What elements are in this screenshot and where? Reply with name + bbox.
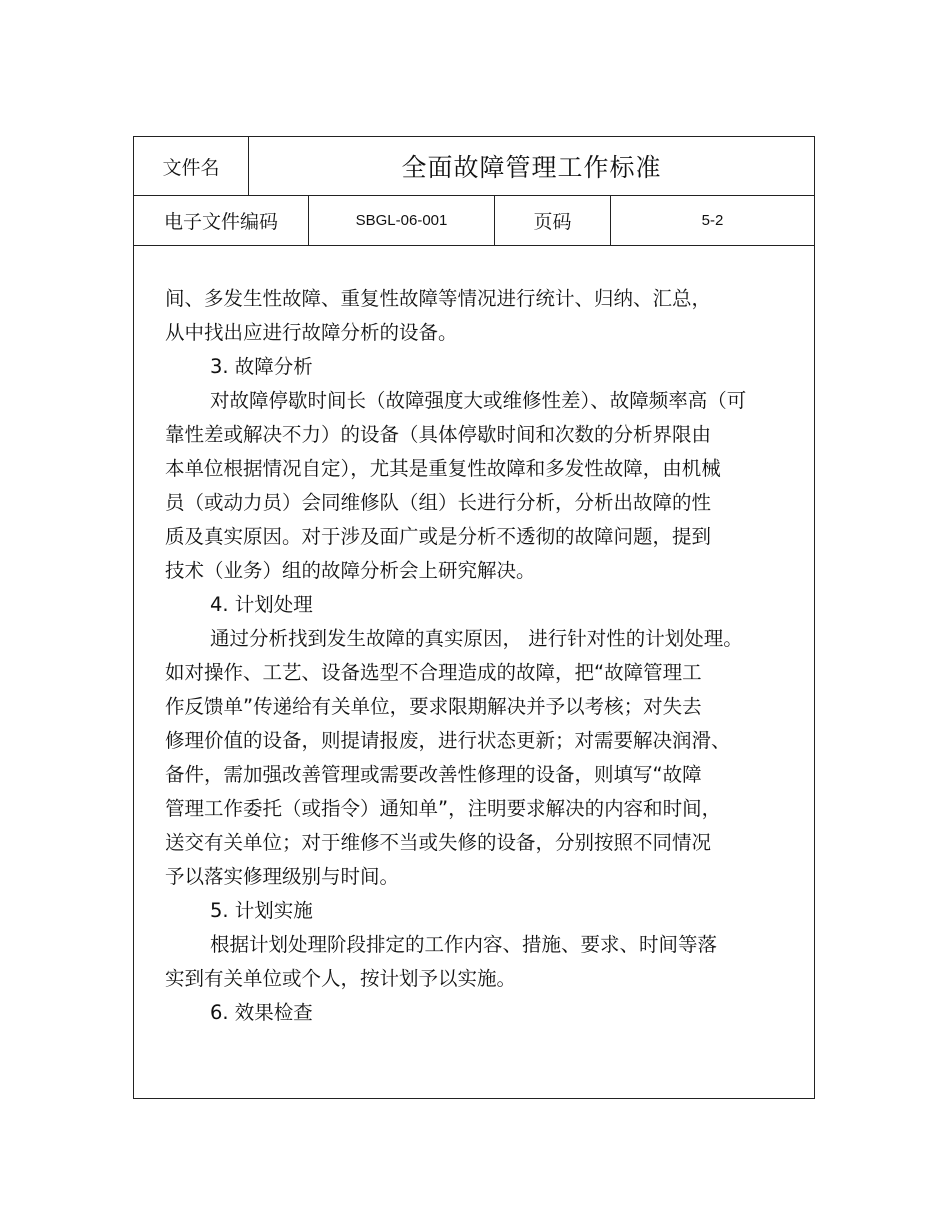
document-table [133, 136, 815, 1099]
file-name-label: 文件名 [134, 137, 249, 195]
body-line: 予以落实修理级别与时间。 [165, 865, 400, 888]
section-heading: 6. 效果检查 [210, 1001, 313, 1024]
section-heading: 5. 计划实施 [210, 899, 313, 922]
body-line: 送交有关单位；对于维修不当或失修的设备，分别按照不同情况 [165, 831, 712, 854]
document-title: 全面故障管理工作标准 [401, 153, 662, 182]
page-number-value: 5-2 [701, 212, 724, 229]
file-code-value: SBGL-06-001 [309, 196, 495, 245]
body-line: 对故障停歇时间长（故障强度大或维修性差）、故障频率高（可 [210, 389, 747, 412]
body-line: 技术（业务）组的故障分析会上研究解决。 [165, 559, 536, 582]
page-number-label: 页码 [495, 196, 611, 245]
header-row-title [134, 137, 814, 196]
body-line: 质及真实原因。对于涉及面广或是分析不透彻的故障问题，提到 [165, 525, 712, 548]
body-line: 作反馈单”传递给有关单位，要求限期解决并予以考核；对失去 [165, 695, 702, 718]
body-line: 靠性差或解决不力）的设备（具体停歇时间和次数的分析界限由 [165, 423, 712, 446]
body-line: 备件，需加强改善管理或需要改善性修理的设备，则填写“故障 [165, 763, 702, 786]
body-line: 员（或动力员）会同维修队（组）长进行分析，分析出故障的性 [165, 491, 712, 514]
body-line: 从中找出应进行故障分析的设备。 [165, 321, 458, 344]
body-line: 如对操作、工艺、设备选型不合理造成的故障，把“故障管理工 [165, 661, 702, 684]
body-line: 根据计划处理阶段排定的工作内容、措施、要求、时间等落 [210, 933, 718, 956]
body-line: 管理工作委托（或指令）通知单”，注明要求解决的内容和时间， [165, 797, 722, 820]
header-row-meta [134, 196, 814, 246]
section-heading: 4. 计划处理 [210, 593, 313, 616]
body-line: 通过分析找到发生故障的真实原因， 进行针对性的计划处理。 [210, 627, 743, 650]
body-line: 修理价值的设备，则提请报废，进行状态更新；对需要解决润滑、 [165, 729, 731, 752]
body-text [165, 282, 805, 1030]
body-line: 间、多发生性故障、重复性故障等情况进行统计、归纳、汇总， [165, 287, 712, 310]
file-code-label: 电子文件编码 [134, 196, 309, 245]
body-line: 本单位根据情况自定），尤其是重复性故障和多发性故障，由机械 [165, 457, 721, 480]
section-heading: 3. 故障分析 [210, 355, 313, 378]
body-line: 实到有关单位或个人，按计划予以实施。 [165, 967, 517, 990]
